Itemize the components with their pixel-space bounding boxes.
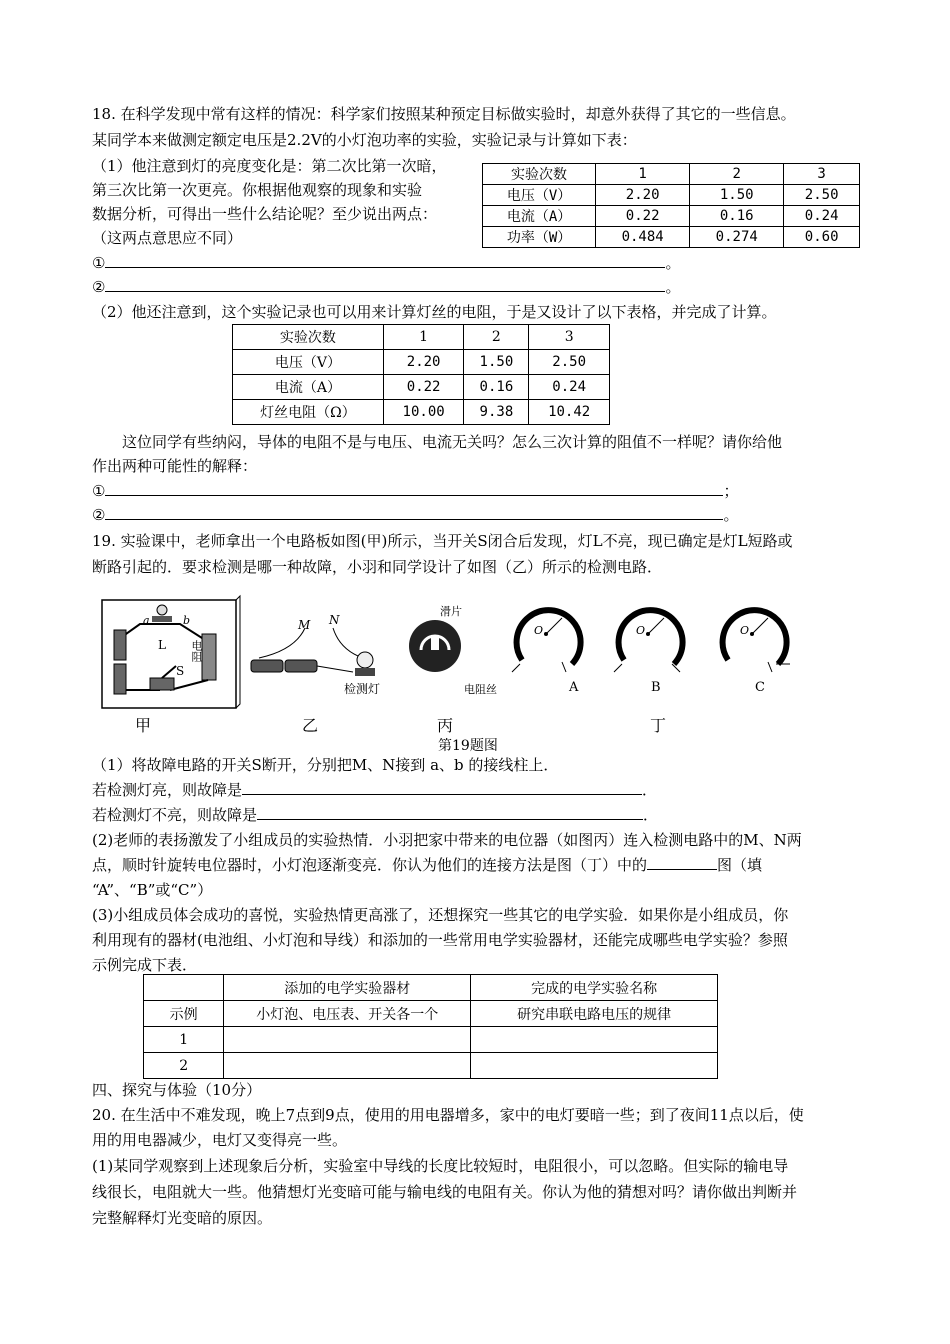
q19-part2-line2 [92,855,762,875]
q19-part2-line3: “A”、“B”或“C”） [92,881,213,899]
answer-blank[interactable] [105,481,723,496]
circuit-board-diagram [100,594,242,714]
power-table-cell: 0.22 [596,206,690,227]
resistance-table-cell: 2.20 [383,350,464,375]
answer-suffix: 。 [665,254,681,272]
figure-jia-label: 甲 [135,716,152,735]
answer-blank[interactable] [105,277,665,292]
answer-blank[interactable] [105,505,723,520]
power-table-cell: 功率（W） [483,227,596,248]
q19-part2-text: 图（填 [717,856,763,874]
power-table-cell: 实验次数 [483,164,596,185]
resistance-wire-label: 电阻丝 [464,683,497,696]
power-table-cell: 1 [596,164,690,185]
answer-suffix: 。 [723,506,739,524]
option-a-label: A [569,680,579,695]
figure-ding-label: 丁 [650,716,667,735]
experiment-table-header: 添加的电学实验器材 [224,975,471,1001]
q19-part1-bright [92,780,657,800]
option-b-label: B [651,680,661,695]
q19-part3-line2: 利用现有的器材(电池组、小灯泡和导线）和添加的一些常用电学实验器材，还能完成哪些电学实验？参照 [92,931,788,949]
experiment-table-header [144,975,224,1001]
power-table-cell: 0.16 [690,206,784,227]
q20-line4: 线很长，电阻就大一些。他猜想灯光变暗可能与输电线的电阻有关。你认为他的猜想对吗？请你做出判断并 [92,1183,798,1201]
resistance-table-cell: 1 [383,325,464,350]
connection-option-a-diagram [510,598,590,678]
experiment-table-cell: 1 [144,1027,224,1053]
power-table-cell: 2.20 [596,185,690,206]
resistance-table-cell: 2.50 [529,350,610,375]
power-table-cell: 0.24 [784,206,860,227]
section-4-heading: 四、探究与体验（10分） [92,1081,262,1099]
answer-marker: ② [92,278,106,296]
experiment-table-cell: 研究串联电路电压的规律 [471,1001,718,1027]
connection-option-c-diagram [716,598,796,678]
q18-answer-line-2 [92,277,680,297]
power-table-cell: 0.274 [690,227,784,248]
resistance-table-cell: 2 [464,325,529,350]
q18-part1-line4: （这两点意思应不同） [92,229,243,247]
experiment-table-cell: 2 [144,1053,224,1079]
q20-line2: 用的用电器减少，电灯又变得亮一些。 [92,1131,348,1149]
lamp-l-label: L [158,638,166,652]
q19-part1-dark [92,805,658,825]
resistance-table-cell: 10.42 [529,400,610,425]
answer-suffix: ． [642,781,658,799]
q19-part1-bright-label: 若检测灯亮，则故障是 [92,781,243,799]
q18-answer-line-1 [92,253,680,273]
detection-lamp-label: 检测灯 [344,682,381,696]
resistance-table-cell: 灯丝电阻（Ω） [233,400,384,425]
q18-part1-line2: 第三次比第一次更亮。你根据他观察的现象和实验 [92,181,423,199]
q18-part3-line1: 这位同学有些纳闷，导体的电阻不是与电压、电流无关吗？怎么三次计算的阻值不一样呢？请你给他 [122,433,783,451]
q18-intro-line2: 某同学本来做测定额定电压是2.2V的小灯泡功率的实验，实验记录与计算如下表： [92,131,637,149]
resistor-label: 电阻 [190,640,203,662]
q20-line5: 完整解释灯光变暗的原因。 [92,1209,273,1227]
figure-bing-label: 丙 [437,716,454,735]
power-table-cell: 2 [690,164,784,185]
q19-intro-line1: 19. 实验课中，老师拿出一个电路板如图(甲)所示，当开关S闭合后发现，灯L不亮，现已确定是灯L短路或 [92,532,793,550]
switch-s-label: S [176,664,185,678]
experiment-table-cell: 示例 [144,1001,224,1027]
answer-blank[interactable] [257,805,643,820]
resistance-table-cell: 电压（V） [233,350,384,375]
power-table-cell: 电流（A） [483,206,596,227]
experiment-table-input[interactable] [224,1053,471,1079]
q18-intro-line1: 18. 在科学发现中常有这样的情况：科学家们按照某种预定目标做实验时，却意外获得了其它的一些信息。 [92,105,796,123]
power-table-cell: 2.50 [784,185,860,206]
answer-suffix: ． [643,806,659,824]
answer-blank[interactable] [242,780,642,795]
terminal-a-label: a [143,614,150,627]
resistance-table-cell: 3 [529,325,610,350]
resistance-table-cell: 0.22 [383,375,464,400]
pivot-o-label: O [534,624,544,637]
experiment-table-header: 完成的电学实验名称 [471,975,718,1001]
answer-marker: ② [92,506,106,524]
resistance-table-cell: 实验次数 [233,325,384,350]
resistance-table-cell: 0.24 [529,375,610,400]
connection-option-b-diagram [612,598,692,678]
experiment-table-cell: 小灯泡、电压表、开关各一个 [224,1001,471,1027]
answer-blank[interactable] [647,855,717,870]
answer-suffix: ； [723,482,739,500]
option-c-label: C [755,680,765,695]
terminal-m-label: M [298,618,311,632]
answer-blank[interactable] [105,253,665,268]
answer-marker: ① [92,254,106,272]
figure-yi-label: 乙 [302,716,319,735]
resistance-table-cell: 0.16 [464,375,529,400]
resistance-table-cell: 10.00 [383,400,464,425]
power-table-cell: 0.60 [784,227,860,248]
terminal-b-label: b [183,614,191,627]
q18-answer-line-3 [92,481,738,501]
power-table-cell: 3 [784,164,860,185]
resistance-table-cell: 电流（A） [233,375,384,400]
q18-part1-line3: 数据分析，可得出一些什么结论呢？至少说出两点： [92,205,438,223]
q19-part3-line3: 示例完成下表． [92,956,198,974]
power-table-cell: 1.50 [690,185,784,206]
experiment-table-input[interactable] [224,1027,471,1053]
q18-part3-line2: 作出两种可能性的解释： [92,457,258,475]
resistance-table [232,324,610,425]
resistance-table-cell: 1.50 [464,350,529,375]
answer-marker: ① [92,482,106,500]
power-table-cell: 0.484 [596,227,690,248]
q19-part2-text: 点，顺时针旋转电位器时，小灯泡逐渐变亮．你认为他们的连接方法是图（丁）中的 [92,856,648,874]
resistance-table-cell: 9.38 [464,400,529,425]
q19-part1: （1）将故障电路的开关S断开，分别把M、N接到 a、b 的接线柱上． [92,756,559,774]
q18-answer-line-4 [92,505,738,525]
q19-part1-dark-label: 若检测灯不亮，则故障是 [92,806,258,824]
slider-label: 滑片 [440,605,462,618]
q18-part1-line1: （1）他注意到灯的亮度变化是：第二次比第一次暗， [92,157,447,175]
experiment-table [143,974,718,1079]
power-table-cell: 电压（V） [483,185,596,206]
power-table [482,163,860,248]
q18-part2: （2）他还注意到，这个实验记录也可以用来计算灯丝的电阻，于是又设计了以下表格，并完成了计算。 [92,303,777,321]
q19-part3-line1: (3)小组成员体会成功的喜悦，实验热情更高涨了，还想探究一些其它的电学实验．如果你是小组成员，你 [92,906,789,924]
experiment-table-input[interactable] [471,1053,718,1079]
pivot-o-label: O [740,624,750,637]
figure-caption: 第19题图 [438,738,498,754]
pivot-o-label: O [636,624,646,637]
answer-suffix: 。 [665,278,681,296]
experiment-table-input[interactable] [471,1027,718,1053]
q19-intro-line2: 断路引起的．要求检测是哪一种故障，小羽和同学设计了如图（乙）所示的检测电路． [92,558,663,576]
q19-part2-line1: (2)老师的表扬激发了小组成员的实验热情．小羽把家中带来的电位器（如图丙）连入检测电路中的M、N两 [92,831,802,849]
q20-line3: (1)某同学观察到上述现象后分析，实验室中导线的长度比较短时，电阻很小，可以忽略。但实际的输电导 [92,1157,789,1175]
q20-line1: 20. 在生活中不难发现，晚上7点到9点，使用的用电器增多，家中的电灯要暗一些；到了夜间11点以后，使 [92,1106,804,1124]
terminal-n-label: N [329,613,340,627]
